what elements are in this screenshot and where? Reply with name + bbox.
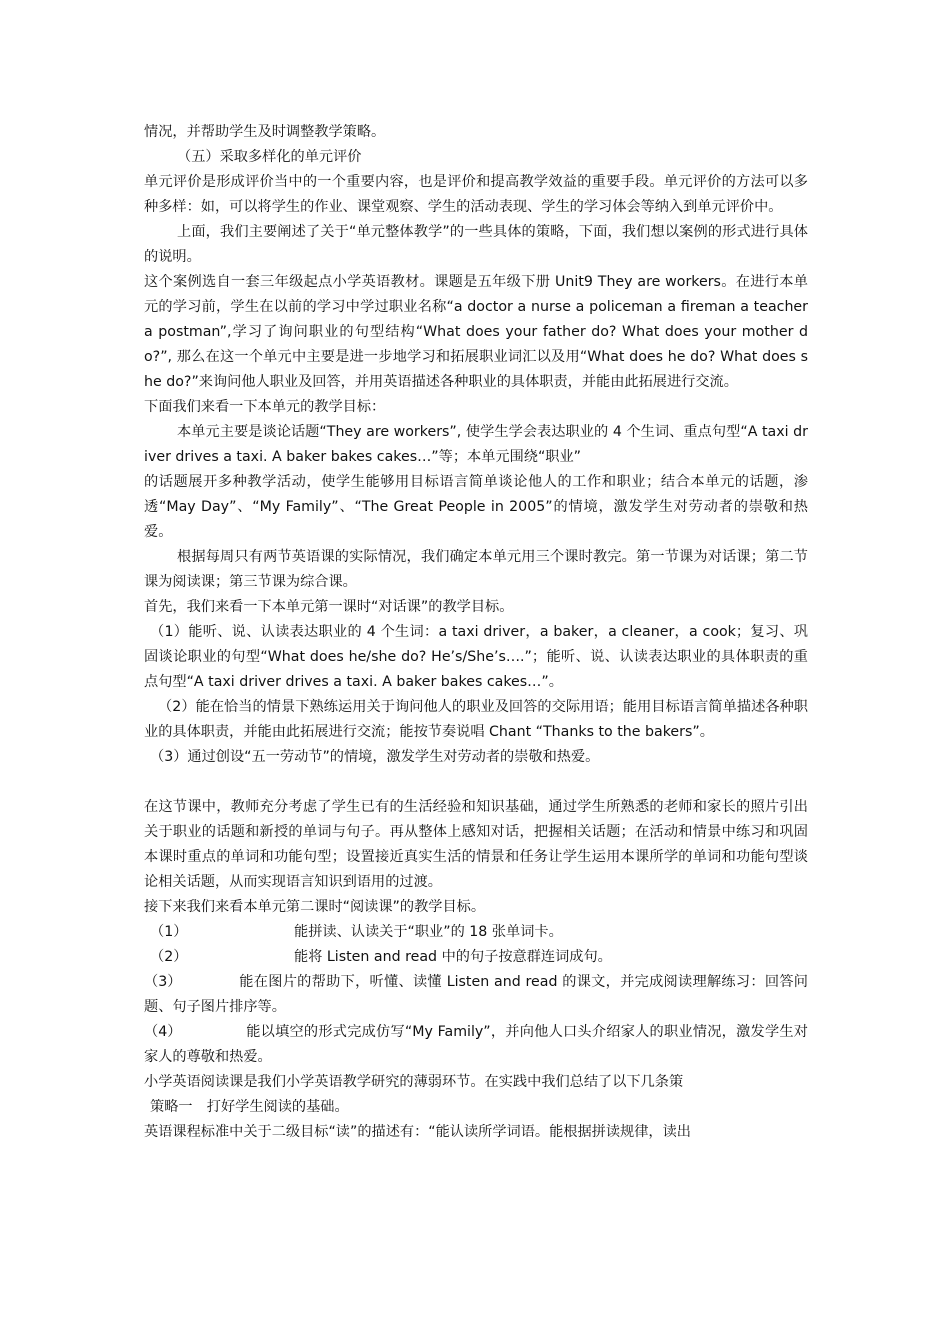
- paragraph: 本单元主要是谈论话题“They are workers”, 使学生学会表达职业的 4 个生词、重点句型“A taxi driver drives a taxi. A baker bakes cakes…”等；本单元围绕“职业”: [144, 424, 808, 465]
- paragraph: 的话题展开多种教学活动，使学生能够用目标语言简单谈论他人的工作和职业；结合本单元的话题，渗透“May Day”、“My Family”、“The Great People in 2005”的情境，激发学生对劳动者的崇敬和热爱。: [144, 474, 808, 540]
- paragraph: 这个案例选自一套三年级起点小学英语教材。课题是五年级下册 Unit9 They are workers。在进行本单元的学习前，学生在以前的学习中学过职业名称“a doctor a nurse a policeman a fireman a teacher a postman”,学习了询问职业的句型结构“What does your father do? What does your mother do?”, 那么在这一个单元中主要是进一步地学习和拓展职业词汇以及用“What does he do? What does she do?”来询问他人职业及回答，并用英语描述各种职业的具体职责，并能由此拓展进行交流。: [144, 274, 808, 390]
- document-page: [144, 120, 808, 1145]
- goal-text: 能拼读、认读关于“职业”的 18 张单词卡。: [294, 924, 563, 940]
- goal-text: 能以填空的形式完成仿写“My Family”，并向他人口头介绍家人的职业情况，激发学生对家人的尊敬和热爱。: [144, 1024, 808, 1065]
- section-heading: （五）采取多样化的单元评价: [177, 149, 362, 165]
- paragraph: 情况，并帮助学生及时调整教学策略。: [144, 124, 386, 140]
- goal-number: （2）: [150, 949, 188, 965]
- reading-goal-4: [144, 1020, 808, 1070]
- paragraph: 上面，我们主要阐述了关于“单元整体教学”的一些具体的策略，下面，我们想以案例的形式进行具体的说明。: [144, 224, 808, 265]
- goal-item: （1）能听、说、认读表达职业的 4 个生词：a taxi driver，a baker，a cleaner，a cook；复习、巩固谈论职业的句型“What does he/she do? He’s/She’s….”；能听、说、认读表达职业的具体职责的重点句型“A taxi driver drives a taxi. A baker bakes cakes…”。: [144, 624, 808, 690]
- goal-item: （2）能在恰当的情景下熟练运用关于询问他人的职业及回答的交际用语；能用目标语言简单描述各种职业的具体职责，并能由此拓展进行交流；能按节奏说唱 Chant “Thanks to the bakers”。: [144, 699, 808, 740]
- paragraph: 接下来我们来看本单元第二课时“阅读课”的教学目标。: [144, 899, 486, 915]
- paragraph: 下面我们来看一下本单元的教学目标：: [144, 399, 386, 415]
- goal-number: （3）: [144, 974, 182, 990]
- paragraph: 英语课程标准中关于二级目标“读”的描述有：“能认读所学词语。能根据拼读规律，读出: [144, 1124, 691, 1140]
- strategy-heading: 策略一 打好学生阅读的基础。: [150, 1099, 349, 1115]
- blank-line: [144, 770, 808, 795]
- paragraph: 小学英语阅读课是我们小学英语教学研究的薄弱环节。在实践中我们总结了以下几条策: [144, 1074, 684, 1090]
- goal-item: （3）通过创设“五一劳动节”的情境，激发学生对劳动者的崇敬和热爱。: [150, 749, 600, 765]
- reading-goal-3: [144, 970, 808, 1020]
- paragraph: 在这节课中，教师充分考虑了学生已有的生活经验和知识基础，通过学生所熟悉的老师和家长的照片引出关于职业的话题和新授的单词与句子。再从整体上感知对话，把握相关话题；在活动和情景中练习和巩固本课时重点的单词和功能句型；设置接近真实生活的情景和任务让学生运用本课所学的单词和功能句型谈论相关话题，从而实现语言知识到语用的过渡。: [144, 799, 808, 890]
- paragraph: 首先，我们来看一下本单元第一课时“对话课”的教学目标。: [144, 599, 514, 615]
- goal-text: 能将 Listen and read 中的句子按意群连词成句。: [294, 949, 612, 965]
- paragraph: 根据每周只有两节英语课的实际情况，我们确定本单元用三个课时教完。第一节课为对话课；第二节课为阅读课；第三节课为综合课。: [144, 549, 808, 590]
- reading-goal-2: [144, 945, 808, 970]
- goal-text: 能在图片的帮助下，听懂、读懂 Listen and read 的课文，并完成阅读理解练习：回答问题、句子图片排序等。: [144, 974, 808, 1015]
- goal-number: （1）: [150, 924, 188, 940]
- goal-number: （4）: [144, 1024, 182, 1040]
- reading-goal-1: [144, 920, 808, 945]
- paragraph: 单元评价是形成评价当中的一个重要内容，也是评价和提高教学效益的重要手段。单元评价的方法可以多种多样：如，可以将学生的作业、课堂观察、学生的活动表现、学生的学习体会等纳入到单元评价中。: [144, 174, 808, 215]
